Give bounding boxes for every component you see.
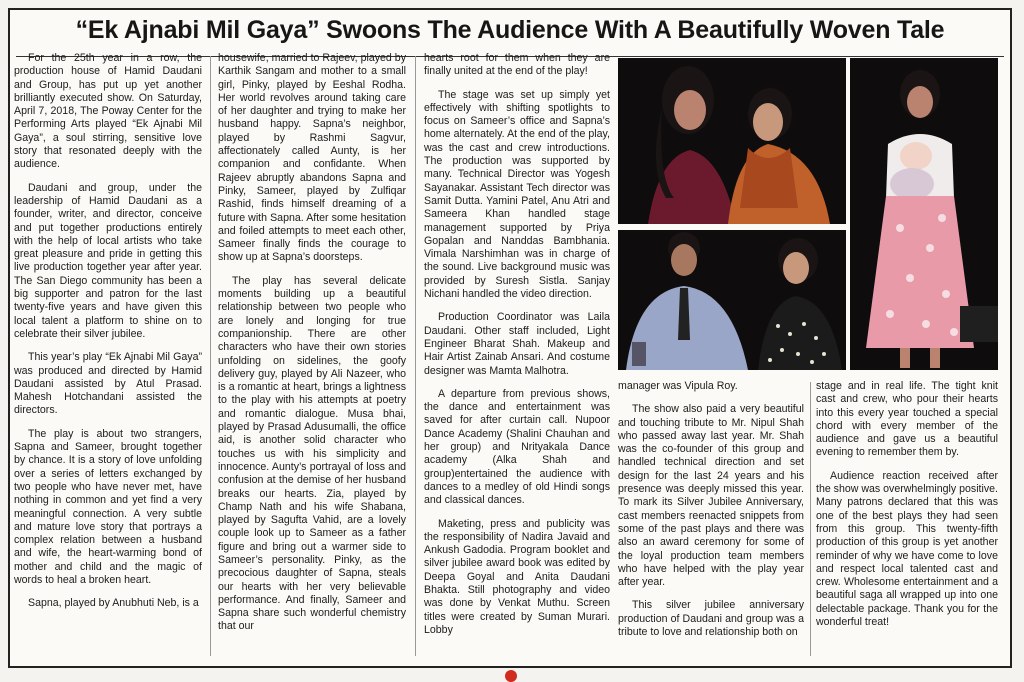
col5-paragraph-1: stage and in real life. The tight knit cast and crew, who pour their hearts into this every year touched a special chord with every member of the audience and gave us a beautiful evening to remember them by.: [816, 380, 998, 459]
photo-girl-with-doll: [850, 58, 998, 370]
column-divider: [415, 56, 416, 656]
page-indicator-dot[interactable]: [505, 670, 517, 682]
col1-paragraph-1: For the 25th year in a row, the production house of Hamid Daudani and Group, has put up yet another brilliantly executed show. On Saturday, April 7, 2018, The Poway Center for the Performing Arts played “Ek Ajnabi Mil Gaya”, a soul stirring, sensitive love story that resonated deeply with the audience.: [14, 52, 202, 171]
article-column-4: [618, 380, 804, 658]
col2-paragraph-1: housewife, married to Rajeev, played by Karthik Sangam and mother to a small girl, Pinky, played by Eeshal Rodha. Her world revolves around taking care of her daughter and trying to make her husband happy. Sapna’s neighbor, played by Rashmi Sagvur, affectionately called Aunty, is her companion and confidante. When Rajeev abruptly abandons Sapna and Pinky, Sameer, played by Zulfiqar Rashid, finds himself dreaming of a future with Sapna. After some hesitation and foiled attempts to meet each other, Sameer finally finds the courage to show up at Sapna’s doorsteps.: [218, 52, 406, 264]
col5-paragraph-2: Audience reaction received after the show was overwhelmingly positive. Many patrons declared that this was one of the best plays they had seen from this group. This twenty-fifth production of this group is yet another reminder of why we have come to love and respect local talented cast and crew. Wholesome entertainment and a beautiful saga all wrapped up into one delectable package. Thank you for the wonderful treat!: [816, 469, 998, 629]
photo-man-and-woman: [618, 230, 846, 370]
article-headline: “Ek Ajnabi Mil Gaya” Swoons The Audience With A Beautifully Woven Tale: [75, 16, 945, 44]
col1-paragraph-4: The play is about two strangers, Sapna and Sameer, brought together by chance. It is a story of love unfolding over a series of letters exchanged by two people who have never met, have nothing in common and yet find a very meaningful connection. A very subtle and mature love story that portrays a complex relation between a husband and wife, the heart-warming bond of mother and child and the magic of words to heal a broken heart.: [14, 427, 202, 586]
col3-paragraph-5: Maketing, press and publicity was the responsibility of Nadira Javaid and Ankush Gadodia. Program booklet and silver jubilee award book was edited by Deepa Goyal and Anita Daudani Bhakta. Still photography and video was done by Venkat Muthu. Screen titles were created by Suman Murari. Lobby: [424, 517, 610, 636]
article-column-2: [218, 52, 406, 658]
column-divider: [810, 382, 811, 656]
col2-paragraph-2: The play has several delicate moments building up a beautiful relationship between two people who are lonely and longing for true companionship. There are other characters who have their own stories unfolding on sidelines, the goofy delivery guy, played by Ali Nazeer, who is a romantic at heart, brings a lightness to the play with his attempts at poetry and romantic dialogue. Musa bhai, played by Prasad Adusumalli, the office aid, is another solid character who touches us with his simplicity and innocence. Aunty’s portrayal of loss and confusion at the demise of her husband breaks our hearts. Zia, played by Champ Nath and his wife Shabana, played by Sagufta Vahid, are a lovely couple look up to Sameer as a father figure and bring out a warmer side to Sameer’s personality. Pinky, as the precocious daughter of Sapna, steals our hearts with her very believable performance. And finally, Sameer and Sapna share such wonderful chemistry that our: [218, 274, 406, 633]
col4-paragraph-3: This silver jubilee anniversary production of Daudani and group was a tribute to love and relationship both on: [618, 599, 804, 639]
col1-paragraph-5: Sapna, played by Anubhuti Neb, is a: [28, 597, 199, 610]
article-column-1: [14, 52, 202, 658]
article-column-5: [816, 380, 998, 658]
col4-paragraph-1: manager was Vipula Roy.: [618, 380, 738, 392]
article-column-3: [424, 52, 610, 658]
photo-two-actresses: [618, 58, 846, 224]
col1-paragraph-2: Daudani and group, under the leadership of Hamid Daudani as a founder, writer, and director, conceive and put together productions entirely with the help of local artists who take great pleasure and pride in getting this live production together year after year. The San Diego community has been a big supporter and patron for the last twenty-five years and have given this local talent a platform to shine on to celebrate their silver jubilee.: [14, 181, 202, 340]
col3-paragraph-3: Production Coordinator was Laila Daudani. Other staff included, Light Engineer Bharat Shah. Makeup and Hair Artist Zainab Ansari. And costume designer was Mamta Malhotra.: [424, 311, 610, 377]
column-divider: [210, 56, 211, 656]
col4-paragraph-2: The show also paid a very beautiful and touching tribute to Mr. Nipul Shah who passed away last year. Mr. Shah was the co-founder of this group and handled technical direction and set design for the last 24 years and his presence was deeply missed this year. To mark its Silver Jubilee Anniversary, cast members reenacted snippets from some of the past plays and there was also an award ceremony for some of the loyal production team members who have helped with the play year after year.: [618, 403, 804, 589]
col3-paragraph-2: The stage was set up simply yet effectively with shifting spotlights to focus on Sameer’s office and Sapna’s home alternately. At the end of the play, was the cast and crew introductions. The production was supported by many. Technical Director was Yogesh Sayanakar. Assistant Tech director was Samit Dutta. Yamini Patel, Anu Atri and Sameera Khan handled stage management supported by Priya Gopalan and Nanddas Bambhania. Vimala Narshimhan was in charge of the sound. Live background music was provided by Suresh Sistla. Sanjay Nichani handled the video direction.: [424, 88, 610, 301]
col3-paragraph-4: A departure from previous shows, the dance and entertainment was saved for after curtain call. Nupoor Dance Academy (Shalini Chauhan and her group) and Nrityakala Dance academy (Alka Shah and group)entertained the audience with dances to a medley of old Hindi songs and classical dances.: [424, 387, 610, 507]
col1-paragraph-3: This year’s play “Ek Ajnabi Mil Gaya” was produced and directed by Hamid Daudani assisted by Atul Prasad. Mahesh Hotchandani assisted the directors.: [14, 351, 202, 417]
col3-paragraph-1: hearts root for them when they are finally united at the end of the play!: [424, 52, 610, 78]
